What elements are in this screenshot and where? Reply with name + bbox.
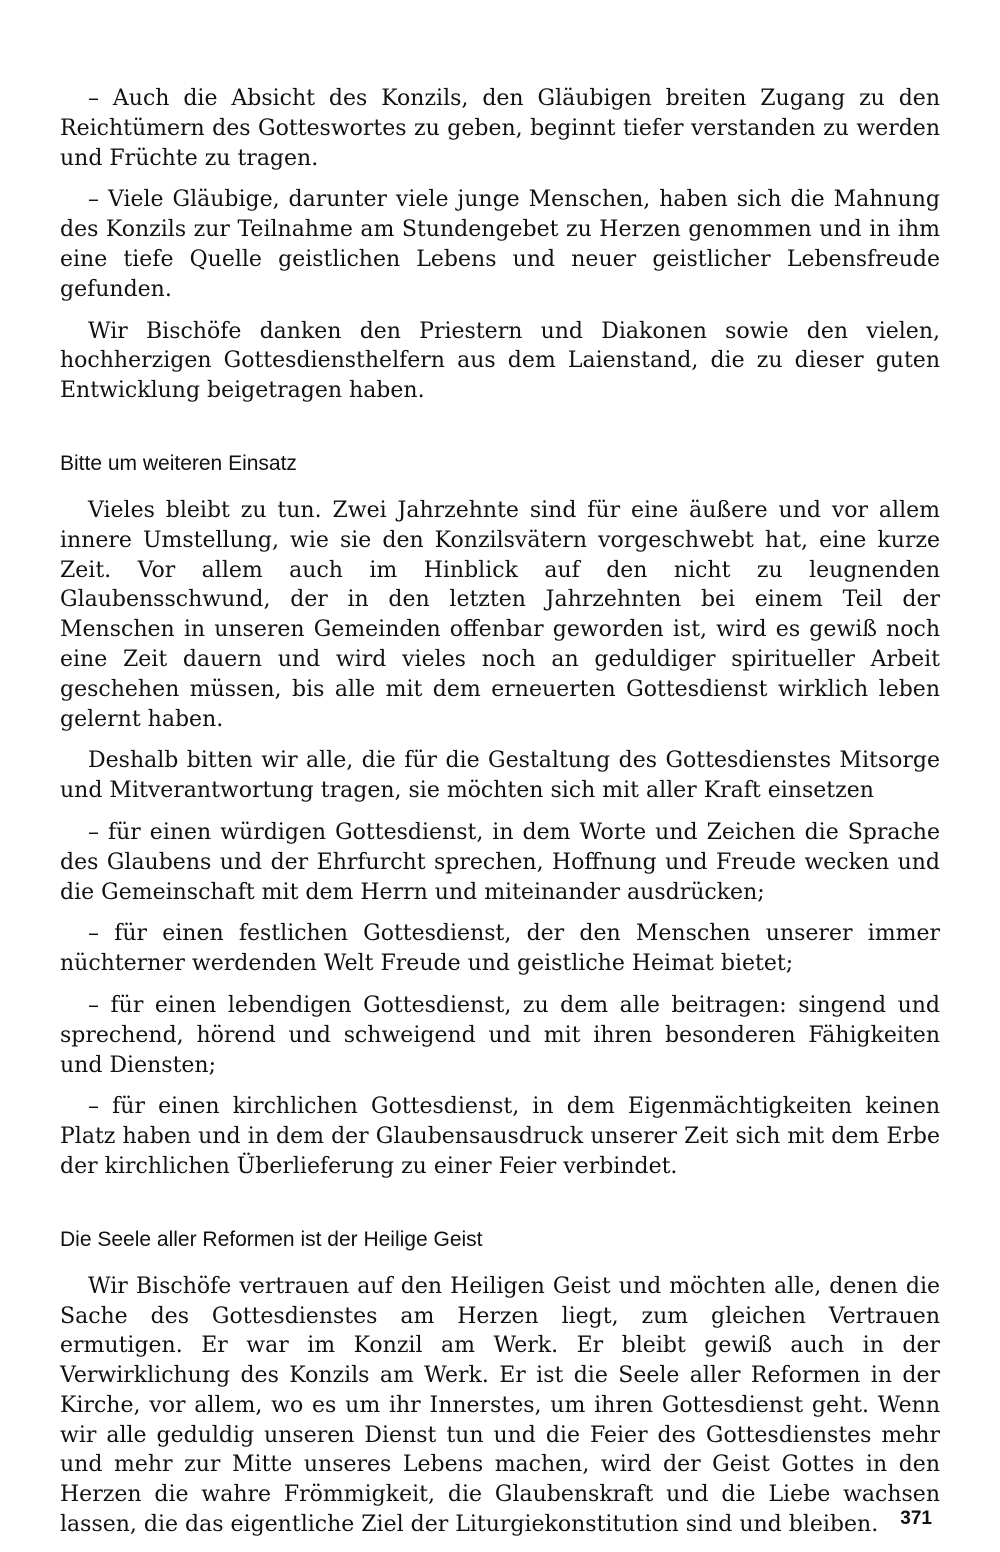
paragraph-einsatz-2: Deshalb bitten wir alle, die für die Gestaltung des Gottesdienstes Mitsorge und Mitverantwortung tragen, sie möchten sich mit aller Kraft einsetzen	[60, 748, 940, 804]
section-heading-einsatz: Bitte um weiteren Einsatz	[60, 451, 297, 475]
list-item-festlich: – für einen festlichen Gottesdienst, der den Menschen unserer immer nüchterner werdenden Welt Freude und geistliche Heimat bietet;	[60, 921, 940, 977]
page-number: 371	[900, 1508, 932, 1529]
list-item-wuerdig: – für einen würdigen Gottesdienst, in dem Worte und Zeichen die Sprache des Glaubens und der Ehrfurcht sprechen, Hoffnung und Freude wecken und die Gemeinschaft mit dem Herrn und miteinander ausdrücken;	[60, 819, 940, 905]
paragraph-intro-1: – Auch die Absicht des Konzils, den Gläubigen breiten Zugang zu den Reichtümern des Gotteswortes zu geben, beginnt tiefer verstanden zu werden und Früchte zu tragen.	[60, 86, 940, 171]
paragraph-einsatz-1: Vieles bleibt zu tun. Zwei Jahrzehnte sind für eine äußere und vor allem innere Umstellung, wie sie den Konzilsvätern vorgeschwebt hat, eine kurze Zeit. Vor allem auch im Hinblick auf den nicht zu leugnenden Glaubensschwund, der in den letzten Jahrzehnten bei einem Teil der Menschen in unseren Gemeinden offenbar geworden ist, wird es gewiß noch eine Zeit dauern und wird vieles noch an geduldiger spiritueller Arbeit geschehen müssen, bis alle mit dem erneuerten Gottesdienst wirklich leben gelernt haben.	[60, 497, 940, 732]
paragraph-intro-3: Wir Bischöfe danken den Priestern und Diakonen sowie den vielen, hochherzigen Gottesdiensthelfern aus dem Laienstand, die zu dieser guten Entwicklung beigetragen haben.	[60, 318, 940, 404]
paragraph-intro-2: – Viele Gläubige, darunter viele junge Menschen, haben sich die Mahnung des Konzils zur Teilnahme am Stundengebet zu Herzen genommen und in ihm eine tiefe Quelle geistlichen Lebens und neuer geistlicher Lebensfreude gefunden.	[60, 187, 940, 302]
paragraph-seele-1: Wir Bischöfe vertrauen auf den Heiligen Geist und möchten alle, denen die Sache des Gottesdienstes am Herzen liegt, zum gleichen Vertrauen ermutigen. Er war im Konzil am Werk. Er bleibt gewiß auch in der Verwirklichung des Konzils am Werk. Er ist die Seele aller Reformen in der Kirche, vor allem, wo es um ihr Innerstes, um ihren Gottesdienst geht. Wenn wir alle geduldig unseren Dienst tun und die Feier des Gottesdienstes mehr und mehr zur Mitte unseres Lebens machen, wird der Geist Gottes in den Herzen die wahre Frömmigkeit, die Glaubenskraft und die Liebe wachsen lassen, die das eigentliche Ziel der Liturgiekonstitution sind und bleiben.	[60, 1273, 940, 1538]
section-heading-seele: Die Seele aller Reformen ist der Heilige Geist	[60, 1227, 483, 1251]
list-item-kirchlich: – für einen kirchlichen Gottesdienst, in dem Eigenmächtigkeiten keinen Platz haben und in dem der Glaubensausdruck unserer Zeit sich mit dem Erbe der kirchlichen Überlieferung zu einer Feier verbindet.	[60, 1094, 940, 1179]
document-page	[60, 84, 940, 1552]
list-item-lebendig: – für einen lebendigen Gottesdienst, zu dem alle beitragen: singend und sprechend, hörend und schweigend und mit ihren besonderen Fähigkeiten und Diensten;	[60, 992, 940, 1078]
